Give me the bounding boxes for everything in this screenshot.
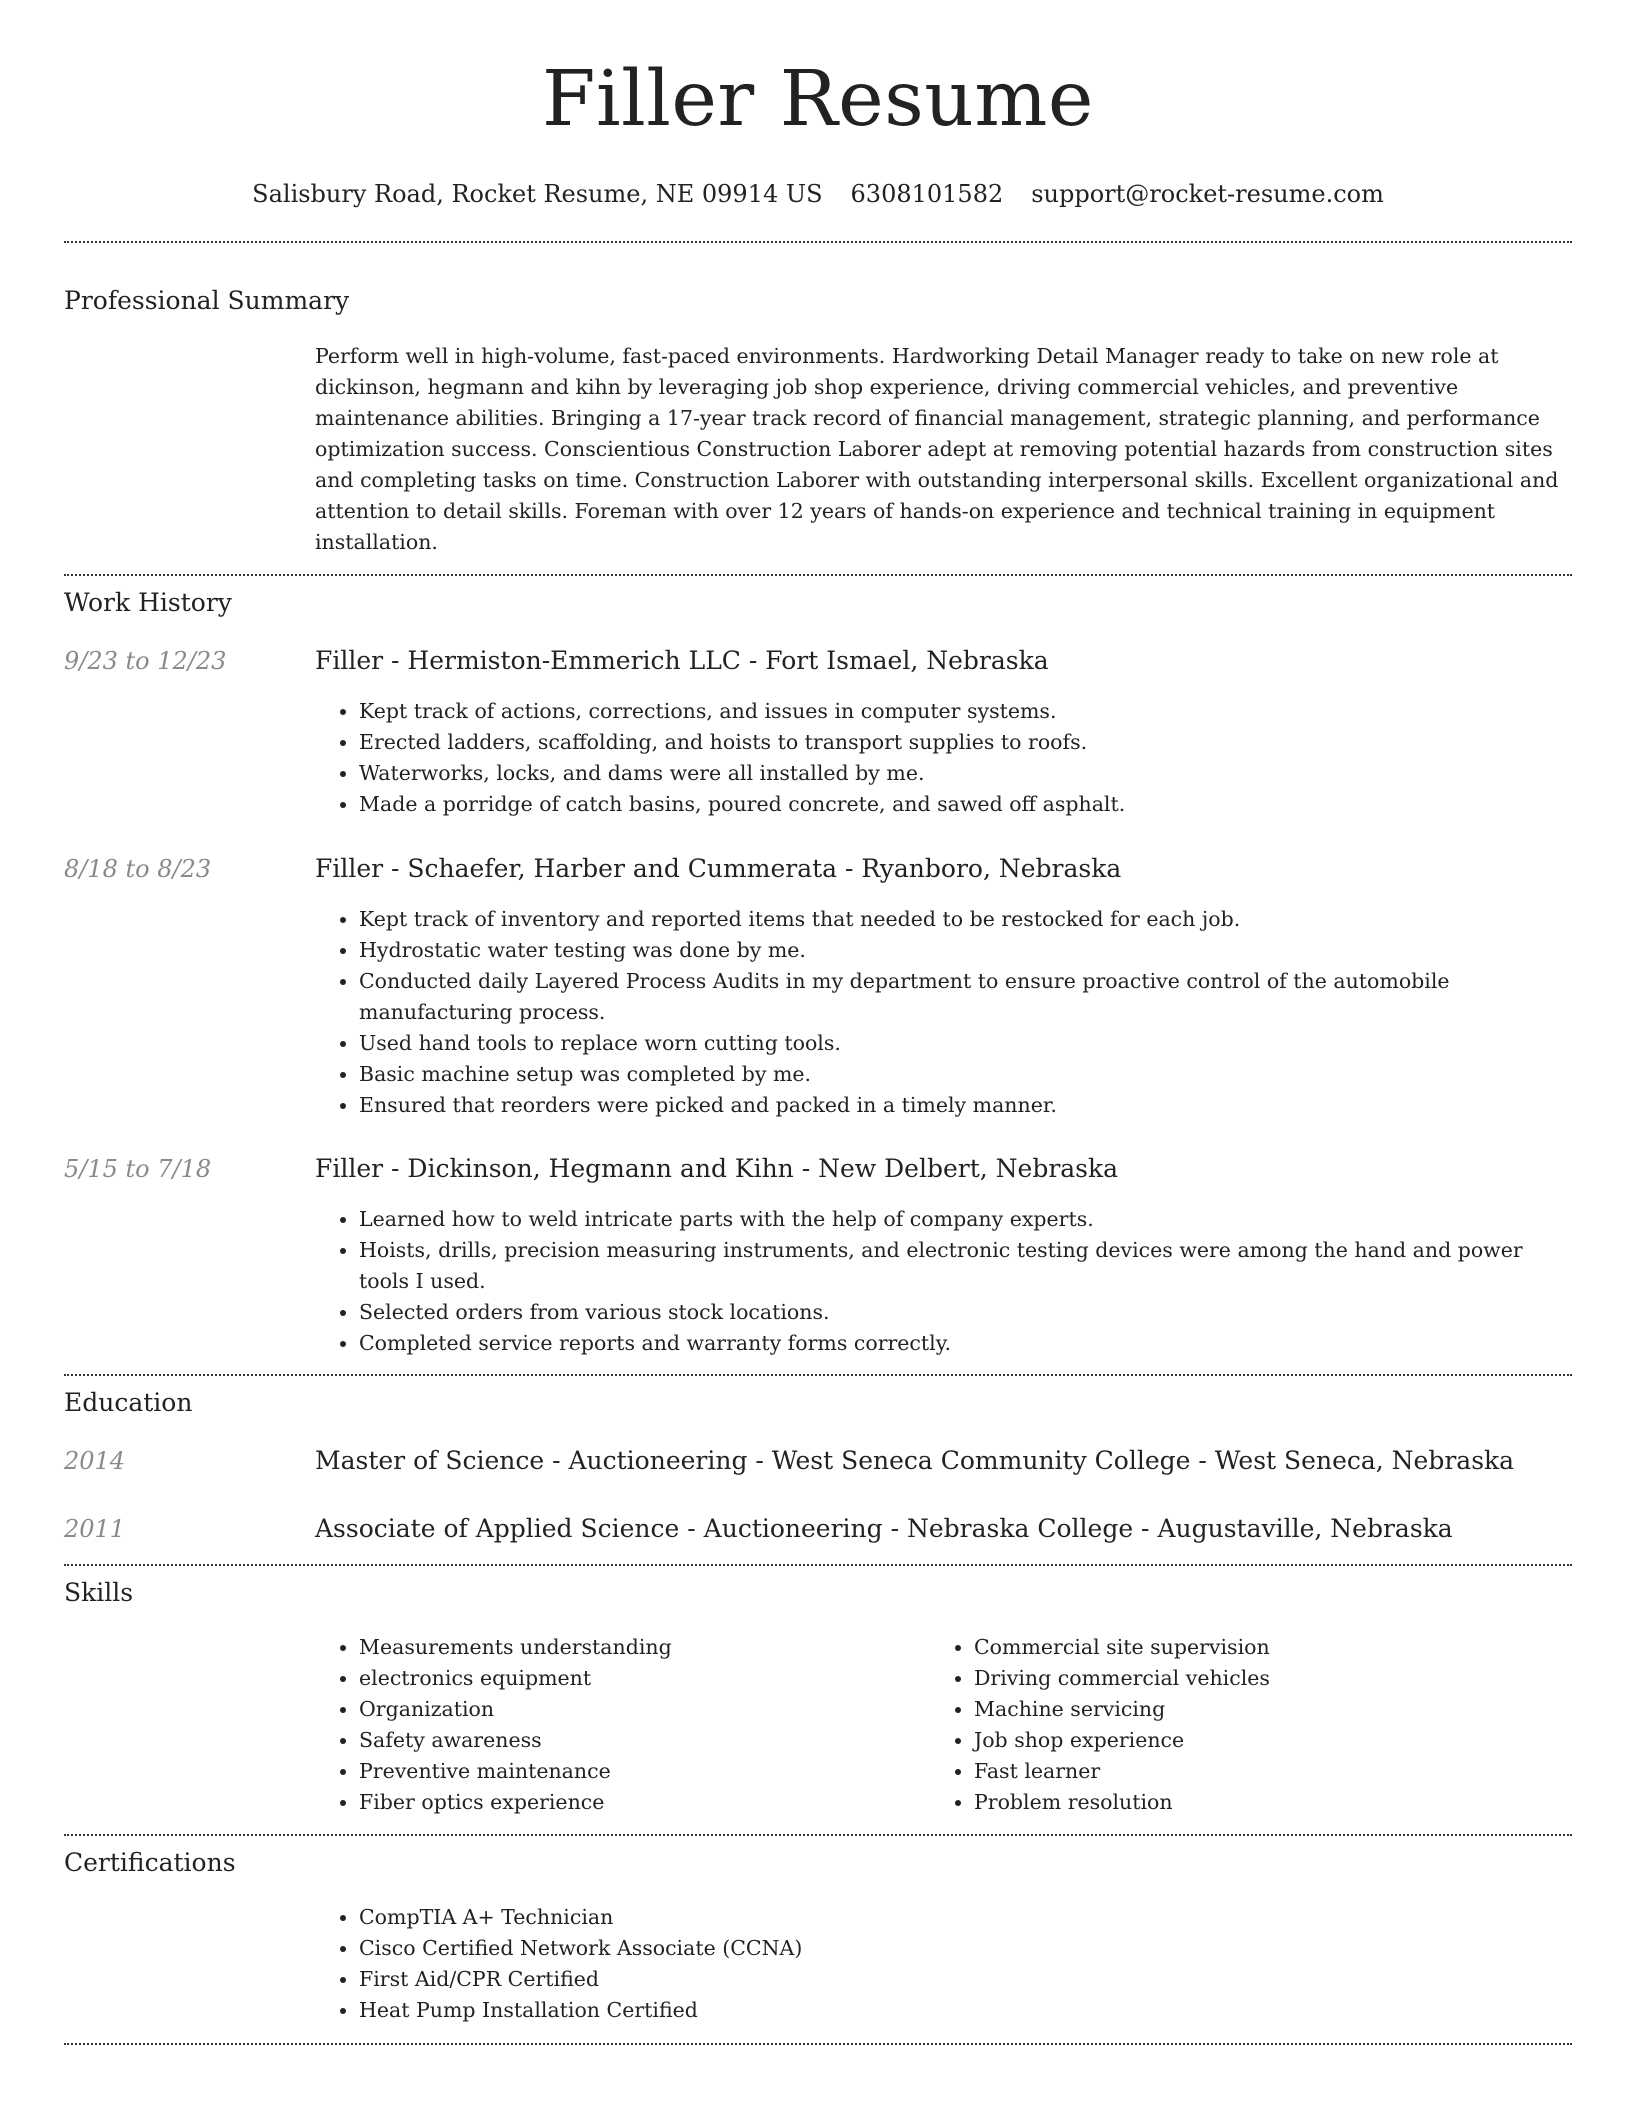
list-item: • Problem resolution bbox=[974, 1787, 1574, 1818]
divider bbox=[64, 1564, 1572, 1566]
list-item: • Completed service reports and warranty forms correctly. bbox=[359, 1328, 1572, 1359]
list-item: • Used hand tools to replace worn cutting tools. bbox=[359, 1028, 1572, 1059]
skills-list-left bbox=[315, 1632, 919, 1818]
list-item: • Measurements understanding bbox=[359, 1632, 919, 1663]
summary-heading: Professional Summary bbox=[64, 286, 350, 315]
contact-phone: 6308101582 bbox=[850, 180, 1004, 208]
contact-address: Salisbury Road, Rocket Resume, NE 09914 US bbox=[252, 180, 823, 208]
list-item: • Hydrostatic water testing was done by me. bbox=[359, 935, 1572, 966]
list-item: • Made a porridge of catch basins, poured concrete, and sawed off asphalt. bbox=[359, 789, 1572, 820]
list-item: • Preventive maintenance bbox=[359, 1756, 919, 1787]
list-item: • Hoists, drills, precision measuring instruments, and electronic testing devices were among the hand and power tools I used. bbox=[359, 1235, 1572, 1297]
education-year: 2011 bbox=[64, 1515, 126, 1543]
job-dates: 8/18 to 8/23 bbox=[64, 855, 212, 883]
divider bbox=[64, 241, 1572, 243]
list-item: • Fiber optics experience bbox=[359, 1787, 919, 1818]
job-dates: 9/23 to 12/23 bbox=[64, 647, 227, 675]
list-item: • Commercial site supervision bbox=[974, 1632, 1574, 1663]
certifications-list bbox=[315, 1902, 1259, 2026]
list-item: • Driving commercial vehicles bbox=[974, 1663, 1574, 1694]
list-item: • Kept track of inventory and reported items that needed to be restocked for each job. bbox=[359, 904, 1572, 935]
list-item: • Erected ladders, scaffolding, and hoists to transport supplies to roofs. bbox=[359, 727, 1572, 758]
work-history-heading: Work History bbox=[64, 588, 232, 617]
skills-heading: Skills bbox=[64, 1578, 134, 1607]
list-item: • CompTIA A+ Technician bbox=[359, 1902, 1259, 1933]
list-item: • Basic machine setup was completed by me. bbox=[359, 1059, 1572, 1090]
list-item: • Ensured that reorders were picked and packed in a timely manner. bbox=[359, 1090, 1572, 1121]
certifications-heading: Certifications bbox=[64, 1848, 236, 1877]
list-item: • First Aid/CPR Certified bbox=[359, 1964, 1259, 1995]
list-item: • Cisco Certified Network Associate (CCNA) bbox=[359, 1933, 1259, 1964]
job-title: Filler - Schaefer, Harber and Cummerata - Ryanboro, Nebraska bbox=[315, 854, 1122, 883]
list-item: • electronics equipment bbox=[359, 1663, 919, 1694]
job-title: Filler - Hermiston-Emmerich LLC - Fort Ismael, Nebraska bbox=[315, 646, 1049, 675]
education-year: 2014 bbox=[64, 1447, 126, 1475]
list-item: • Kept track of actions, corrections, and issues in computer systems. bbox=[359, 696, 1572, 727]
list-item: • Heat Pump Installation Certified bbox=[359, 1995, 1259, 2026]
education-title: Master of Science - Auctioneering - West Seneca Community College - West Seneca, Nebraska bbox=[315, 1446, 1515, 1475]
list-item: • Waterworks, locks, and dams were all installed by me. bbox=[359, 758, 1572, 789]
list-item: • Conducted daily Layered Process Audits in my department to ensure proactive control of the automobile manufacturing process. bbox=[359, 966, 1572, 1028]
divider bbox=[64, 574, 1572, 576]
job-title: Filler - Dickinson, Hegmann and Kihn - New Delbert, Nebraska bbox=[315, 1154, 1119, 1183]
education-title: Associate of Applied Science - Auctioneering - Nebraska College - Augustaville, Nebraska bbox=[315, 1514, 1453, 1543]
list-item: • Safety awareness bbox=[359, 1725, 919, 1756]
skills-list-right bbox=[930, 1632, 1574, 1818]
education-entry bbox=[64, 1446, 1572, 1476]
education-entry bbox=[64, 1514, 1572, 1544]
job-bullets bbox=[315, 696, 1572, 820]
job-bullets bbox=[315, 904, 1572, 1121]
list-item: • Selected orders from various stock locations. bbox=[359, 1297, 1572, 1328]
job-bullets bbox=[315, 1204, 1572, 1359]
list-item: • Machine servicing bbox=[974, 1694, 1574, 1725]
contact-line bbox=[64, 179, 1572, 209]
divider bbox=[64, 1834, 1572, 1836]
contact-email: support@rocket-resume.com bbox=[1031, 180, 1384, 208]
education-heading: Education bbox=[64, 1388, 193, 1417]
list-item: • Learned how to weld intricate parts with the help of company experts. bbox=[359, 1204, 1572, 1235]
job-dates: 5/15 to 7/18 bbox=[64, 1155, 212, 1183]
resume-page bbox=[64, 0, 1572, 2022]
summary-text: Perform well in high-volume, fast-paced environments. Hardworking Detail Manager ready to take on new role at dickinson, hegmann and kihn by leveraging job shop experience, driving commercial vehicles, and preventive maintenance abilities. Bringing a 17-year track record of financial management, strategic planning, and performance optimization success. Conscientious Construction Laborer adept at removing potential hazards from construction sites and completing tasks on time. Construction Laborer with outstanding interpersonal skills. Excellent organizational and attention to detail skills. Foreman with over 12 years of hands-on experience and technical training in equipment installation. bbox=[315, 344, 1559, 554]
resume-name: Filler Resume bbox=[542, 55, 1094, 144]
list-item: • Fast learner bbox=[974, 1756, 1574, 1787]
divider bbox=[64, 1374, 1572, 1376]
list-item: • Job shop experience bbox=[974, 1725, 1574, 1756]
list-item: • Organization bbox=[359, 1694, 919, 1725]
divider bbox=[64, 2043, 1572, 2045]
